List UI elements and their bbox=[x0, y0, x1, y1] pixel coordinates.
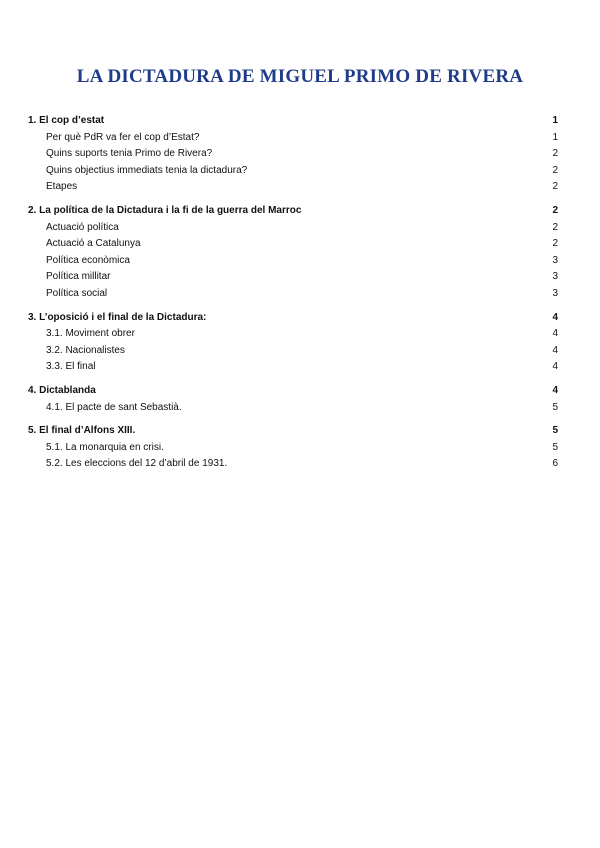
toc-section-2 bbox=[28, 203, 558, 303]
toc-subentry[interactable] bbox=[28, 400, 558, 417]
toc-entry[interactable] bbox=[28, 310, 558, 327]
toc-subentry-page: 3 bbox=[552, 287, 558, 299]
toc-subentry-page: 4 bbox=[552, 344, 558, 356]
toc-subentry-label: Quins objectius immediats tenia la dictadura? bbox=[46, 164, 248, 176]
toc-subentry-page: 3 bbox=[552, 254, 558, 266]
toc-subentry[interactable] bbox=[28, 456, 558, 473]
toc-subentry-label: Política econòmica bbox=[46, 254, 130, 266]
toc-entry-page: 2 bbox=[552, 204, 558, 216]
toc-subentry[interactable] bbox=[28, 130, 558, 147]
toc-entry[interactable] bbox=[28, 113, 558, 130]
toc-subentry-label: 5.1. La monarquia en crisi. bbox=[46, 441, 164, 453]
toc-subentry[interactable] bbox=[28, 359, 558, 376]
toc-entry-label: 2. La política de la Dictadura i la fi de la guerra del Marroc bbox=[28, 204, 302, 216]
toc-entry-page: 4 bbox=[552, 311, 558, 323]
toc-subentry-page: 2 bbox=[552, 181, 558, 193]
toc-subentry[interactable] bbox=[28, 269, 558, 286]
toc-subentry-label: Política social bbox=[46, 287, 108, 299]
toc-subentry[interactable] bbox=[28, 146, 558, 163]
toc-entry[interactable] bbox=[28, 423, 558, 440]
toc-subentry-label: Actuació política bbox=[46, 221, 119, 233]
toc-entry-page: 4 bbox=[552, 384, 558, 396]
toc-subentry-page: 3 bbox=[552, 271, 558, 283]
toc-subentry[interactable] bbox=[28, 286, 558, 303]
toc-entry-label: 1. El cop d’estat bbox=[28, 115, 105, 126]
document-title: LA DICTADURA DE MIGUEL PRIMO DE RIVERA bbox=[76, 66, 524, 87]
toc-subentry-page: 4 bbox=[552, 328, 558, 340]
toc-subentry-label: Quins suports tenia Primo de Rivera? bbox=[46, 148, 213, 160]
toc-subentry[interactable] bbox=[28, 440, 558, 457]
toc-section-1 bbox=[28, 113, 558, 196]
toc-entry-label: 5. El final d’Alfons XIII. bbox=[28, 425, 136, 437]
toc-subentry-label: Política millitar bbox=[46, 271, 111, 283]
toc-subentry-page: 2 bbox=[552, 221, 558, 233]
toc-subentry-page: 5 bbox=[552, 441, 558, 453]
toc-subentry[interactable] bbox=[28, 163, 558, 180]
toc-subentry-label: 3.2. Nacionalistes bbox=[46, 344, 125, 356]
toc-subentry-label: 4.1. El pacte de sant Sebastià. bbox=[46, 401, 182, 413]
toc-entry[interactable] bbox=[28, 203, 558, 220]
toc-subentry[interactable] bbox=[28, 326, 558, 343]
toc-subentry-page: 6 bbox=[552, 458, 558, 470]
toc-subentry-page: 2 bbox=[552, 164, 558, 176]
toc-section-5 bbox=[28, 423, 558, 473]
toc-subentry[interactable] bbox=[28, 236, 558, 253]
toc-subentry[interactable] bbox=[28, 253, 558, 270]
table-of-contents bbox=[28, 113, 558, 480]
toc-subentry-page: 1 bbox=[552, 131, 558, 143]
toc-subentry-page: 2 bbox=[552, 238, 558, 250]
toc-subentry-label: 5.2. Les eleccions del 12 d’abril de 1931. bbox=[46, 458, 228, 470]
toc-subentry-label: Actuació a Catalunya bbox=[46, 238, 141, 250]
toc-entry-label: 4. Dictablanda bbox=[28, 384, 96, 396]
toc-entry-page: 1 bbox=[552, 115, 558, 126]
toc-subentry-label: Per què PdR va fer el cop d’Estat? bbox=[46, 131, 200, 143]
toc-entry-label: 3. L’oposició i el final de la Dictadura: bbox=[28, 311, 207, 323]
toc-section-3 bbox=[28, 310, 558, 376]
toc-subentry[interactable] bbox=[28, 343, 558, 360]
toc-subentry[interactable] bbox=[28, 220, 558, 237]
toc-subentry-label: 3.1. Moviment obrer bbox=[46, 328, 135, 340]
toc-subentry-page: 4 bbox=[552, 361, 558, 373]
toc-subentry-page: 2 bbox=[552, 148, 558, 160]
toc-subentry[interactable] bbox=[28, 179, 558, 196]
toc-subentry-label: 3.3. El final bbox=[46, 361, 96, 373]
toc-section-4 bbox=[28, 383, 558, 416]
toc-entry[interactable] bbox=[28, 383, 558, 400]
toc-entry-page: 5 bbox=[552, 425, 558, 437]
toc-subentry-label: Etapes bbox=[46, 181, 78, 193]
toc-subentry-page: 5 bbox=[552, 401, 558, 413]
